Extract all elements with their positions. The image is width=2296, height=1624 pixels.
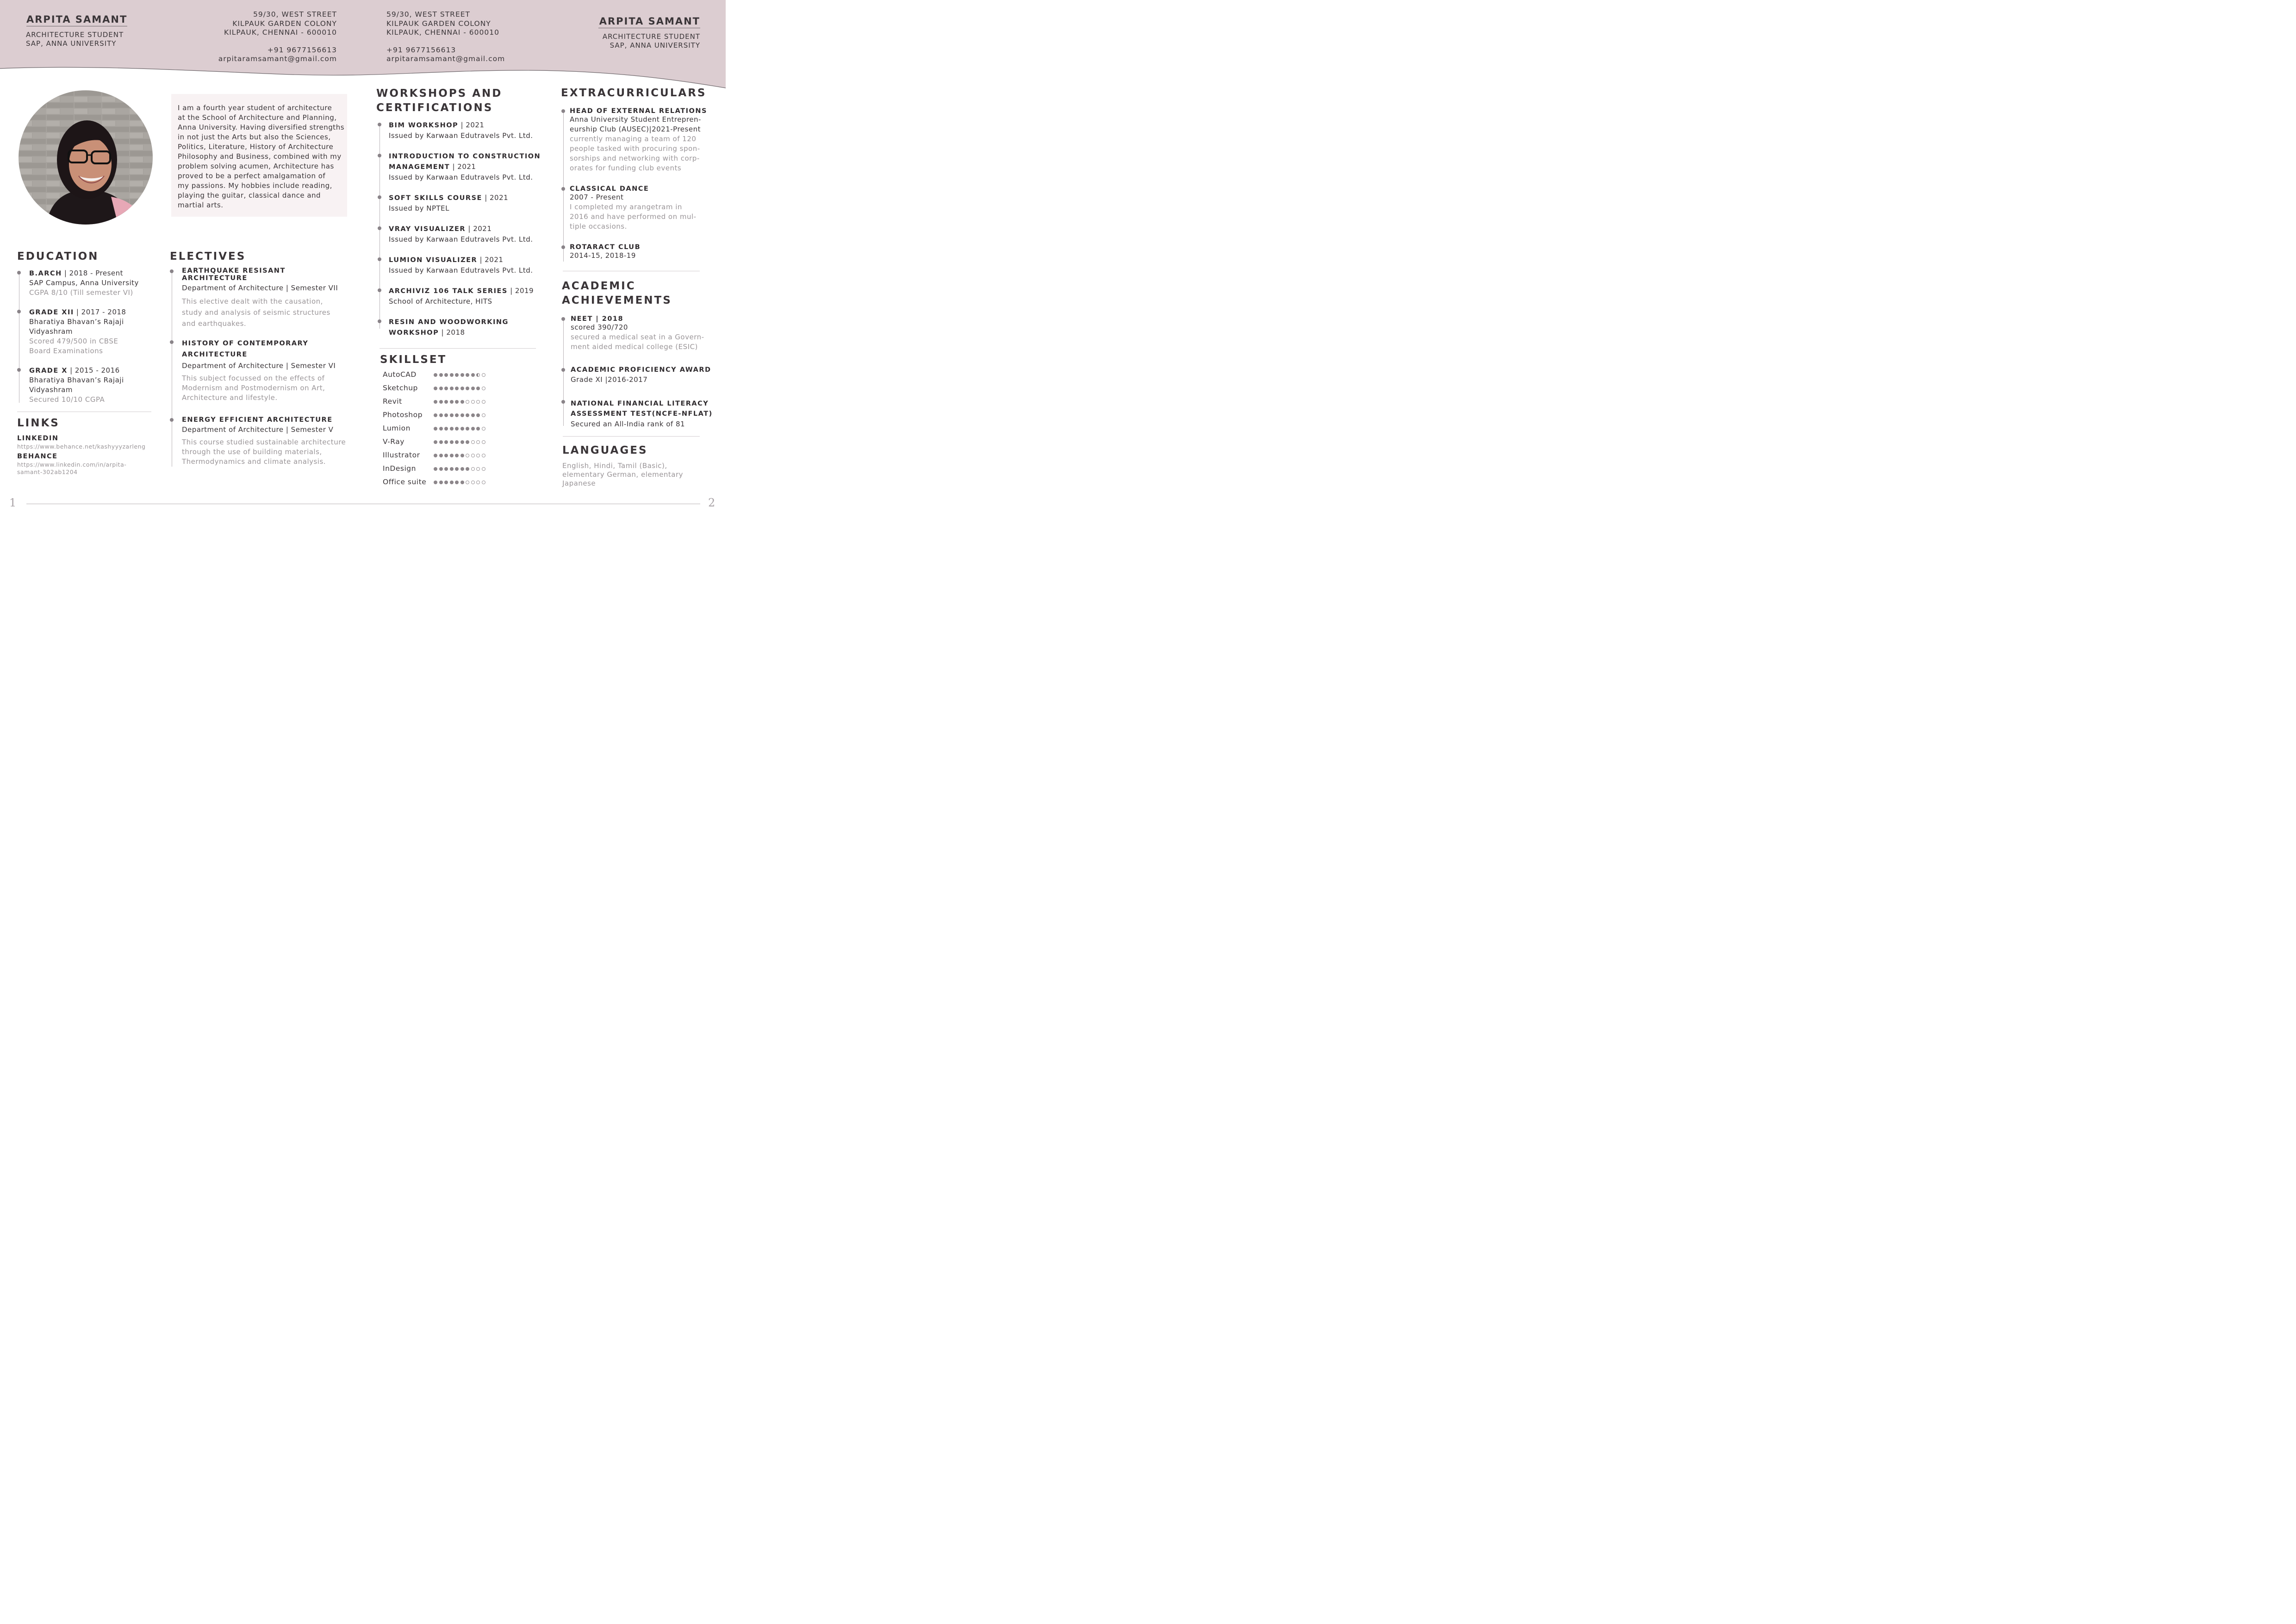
achievement-title: NATIONAL FINANCIAL LITERACY [571, 400, 709, 407]
about-line: Philosophy and Business, combined with my [178, 152, 342, 161]
languages-line: Japanese [562, 479, 596, 487]
skill-dot [460, 481, 464, 484]
skill-dot [482, 454, 485, 457]
skill-dot [455, 427, 459, 431]
header-school-left: SAP, ANNA UNIVERSITY [26, 39, 117, 48]
workshop-year: | 2021 [450, 162, 476, 171]
workshop-title: MANAGEMENT [389, 163, 450, 171]
timeline-dot [17, 271, 21, 275]
achievement-item [571, 399, 719, 429]
skill-dot [460, 387, 464, 390]
timeline-dot [170, 340, 174, 344]
skill-dot [466, 481, 469, 484]
skill-dot [455, 373, 459, 377]
skill-name: Photoshop [383, 411, 423, 419]
address-line-2: KILPAUK GARDEN COLONY [232, 19, 337, 28]
education-school: Bharatiya Bhavan’s Rajaji [29, 376, 124, 384]
workshop-title: WORKSHOP [389, 329, 439, 337]
about-line: playing the guitar, classical dance and [178, 191, 321, 200]
skill-name: Sketchup [383, 384, 418, 392]
skill-dot [460, 440, 464, 444]
extracurricular-note: orates for funding club events [570, 164, 682, 172]
about-text [178, 103, 344, 210]
email-right[interactable]: arpitaramsamant@gmail.com [386, 55, 505, 63]
skill-dot [434, 454, 437, 457]
skill-dot [434, 467, 437, 471]
skill-name: V-Ray [383, 437, 404, 446]
workshop-item [389, 193, 546, 213]
skill-dot [444, 387, 448, 390]
skill-dot [482, 467, 485, 471]
elective-desc: This elective dealt with the causation, [182, 297, 323, 306]
extracurricular-note: sorships and networking with corp- [570, 154, 700, 162]
skill-dot [471, 440, 475, 444]
education-degree: GRADE XII [29, 309, 74, 316]
timeline-dot [378, 257, 381, 261]
timeline-dot [17, 368, 21, 372]
elective-item [182, 338, 353, 403]
skill-dot [482, 440, 485, 444]
skill-dot [482, 400, 485, 404]
education-degree: GRADE X [29, 367, 68, 375]
timeline-dot [561, 368, 565, 372]
workshop-issuer: Issued by Karwaan Edutravels Pvt. Ltd. [389, 131, 533, 140]
skill-dot [450, 413, 454, 417]
skill-dot [439, 481, 443, 484]
linkedin-label: LINKEDIN [17, 435, 59, 442]
skill-dot [476, 440, 480, 444]
linkedin-link[interactable]: https://www.behance.net/kashyyyzarleng [17, 443, 146, 450]
timeline-dot [378, 154, 381, 157]
skill-row [383, 411, 503, 421]
skill-dot [471, 400, 475, 404]
skill-dot [450, 427, 454, 431]
extracurricular-detail: eurship Club (AUSEC)|2021-Present [570, 125, 701, 133]
behance-link[interactable] [17, 461, 126, 476]
skill-dot [482, 387, 485, 390]
skill-dot [444, 400, 448, 404]
skill-dot [439, 467, 443, 471]
workshop-issuer: Issued by Karwaan Edutravels Pvt. Ltd. [389, 266, 533, 275]
elective-dept: Department of Architecture | Semester V [182, 425, 334, 434]
workshop-year: | 2021 [466, 225, 492, 233]
skill-dot [439, 387, 443, 390]
workshop-title: BIM WORKSHOP [389, 122, 459, 129]
skill-dot [444, 440, 448, 444]
skill-dot [450, 440, 454, 444]
education-school: Vidyashram [29, 386, 73, 394]
about-box [171, 94, 347, 217]
skill-dot [476, 481, 480, 484]
education-note: CGPA 8/10 (Till semester VI) [29, 288, 133, 297]
skill-dot [444, 481, 448, 484]
skill-dot [434, 427, 437, 431]
languages-line: elementary German, elementary [562, 470, 684, 479]
skill-row [383, 397, 503, 407]
skill-dot [466, 373, 469, 377]
skill-dot [471, 481, 475, 484]
elective-title: ENERGY EFFICIENT ARCHITECTURE [182, 416, 333, 424]
skill-dot [460, 373, 464, 377]
skill-dot [476, 467, 480, 471]
achievement-item [571, 315, 714, 352]
elective-title: HISTORY OF CONTEMPORARY [182, 340, 309, 347]
skill-dot [455, 400, 459, 404]
divider [380, 348, 536, 349]
workshop-title: SOFT SKILLS COURSE [389, 194, 482, 202]
skill-dot [476, 373, 480, 377]
workshop-title: ARCHIVIZ 106 TALK SERIES [389, 287, 508, 295]
skill-dot [476, 454, 480, 457]
skill-dot [439, 440, 443, 444]
education-years: | 2017 - 2018 [76, 308, 126, 316]
skill-dot [466, 413, 469, 417]
extracurriculars-heading: EXTRACURRICULARS [561, 87, 707, 99]
about-line: martial arts. [178, 201, 224, 209]
skill-dot [439, 373, 443, 377]
achievement-note: ment aided medical college (ESIC) [571, 343, 698, 351]
workshop-title: LUMION VISUALIZER [389, 256, 478, 264]
header-school-right: SAP, ANNA UNIVERSITY [610, 41, 700, 50]
workshop-issuer: School of Architecture, HITS [389, 297, 492, 306]
skill-dot [482, 427, 485, 431]
elective-desc: and earthquakes. [182, 319, 247, 328]
about-line: I am a fourth year student of architecture [178, 104, 332, 112]
workshop-item [389, 255, 546, 275]
languages-heading: LANGUAGES [562, 444, 648, 456]
workshop-item [389, 224, 546, 244]
skill-dot [482, 481, 485, 484]
about-line: at the School of Architecture and Planning, [178, 113, 337, 122]
workshop-year: | 2021 [482, 194, 509, 202]
education-school: SAP Campus, Anna University [29, 279, 139, 287]
extracurricular-detail: Anna University Student Entrepren- [570, 115, 701, 124]
elective-title: EARTHQUAKE RESISANT ARCHITECTURE [182, 267, 286, 282]
skill-dot [466, 454, 469, 457]
skill-dot [450, 373, 454, 377]
languages-list [562, 462, 701, 488]
address-line-1: 59/30, WEST STREET [253, 10, 337, 19]
achievements-heading-line: ACADEMIC [562, 280, 636, 292]
workshop-issuer: Issued by NPTEL [389, 204, 450, 212]
achievement-detail: Secured an All-India rank of 81 [571, 420, 685, 428]
education-item [29, 269, 163, 298]
skill-dot [476, 387, 480, 390]
elective-desc: Modernism and Postmodernism on Art, [182, 384, 325, 392]
workshops-heading-line: WORKSHOPS AND [376, 87, 503, 100]
skill-dot [460, 413, 464, 417]
skill-dot [450, 454, 454, 457]
extracurricular-title: CLASSICAL DANCE [570, 185, 649, 193]
skill-dot [466, 440, 469, 444]
elective-desc: Thermodynamics and climate analysis. [182, 457, 326, 466]
elective-dept: Department of Architecture | Semester VII [182, 284, 338, 292]
skill-dot [482, 413, 485, 417]
header-role-left: ARCHITECTURE STUDENT [26, 31, 124, 39]
elective-dept: Department of Architecture | Semester VI [182, 362, 336, 370]
elective-desc: This subject focussed on the effects of [182, 374, 325, 382]
skill-dot [439, 427, 443, 431]
skill-dot [450, 400, 454, 404]
extracurricular-note: 2016 and have performed on mul- [570, 212, 697, 221]
workshop-year: | 2018 [439, 328, 465, 337]
timeline-dot [17, 310, 21, 313]
skill-dot [439, 400, 443, 404]
education-note: Scored 479/500 in CBSE [29, 337, 118, 345]
workshop-issuer: Issued by Karwaan Edutravels Pvt. Ltd. [389, 235, 533, 244]
address-line-2: KILPAUK GARDEN COLONY [386, 19, 491, 28]
timeline-dot [561, 187, 565, 191]
skill-dot [434, 481, 437, 484]
skill-name: Illustrator [383, 451, 420, 459]
skill-dot [450, 481, 454, 484]
elective-item [182, 267, 353, 329]
skill-row [383, 464, 503, 475]
workshop-year: | 2021 [458, 121, 485, 129]
behance-label: BEHANCE [17, 453, 58, 460]
education-item [29, 307, 163, 356]
about-line: in not just the Arts but also the Sciences, [178, 133, 331, 141]
workshop-issuer: Issued by Karwaan Edutravels Pvt. Ltd. [389, 173, 533, 181]
timeline-dot [378, 226, 381, 230]
extracurricular-note: people tasked with procuring spon- [570, 144, 700, 153]
workshop-year: | 2021 [477, 256, 504, 264]
page-number-right: 2 [708, 496, 716, 509]
skill-dot [466, 467, 469, 471]
workshops-heading [376, 87, 502, 115]
skill-dot [471, 454, 475, 457]
header-name-left: ARPITA SAMANT [26, 14, 128, 25]
timeline-dot [170, 418, 174, 422]
skill-dot [455, 454, 459, 457]
skill-row [383, 451, 503, 461]
timeline-dot [561, 317, 565, 321]
extracurricular-item [570, 244, 709, 261]
extracurricular-detail: 2014-15, 2018-19 [570, 251, 636, 260]
workshop-title: INTRODUCTION TO CONSTRUCTION [389, 153, 541, 160]
skill-row [383, 370, 503, 381]
workshop-year: | 2019 [507, 287, 534, 295]
achievement-title: ACADEMIC PROFICIENCY AWARD [571, 366, 711, 374]
timeline-dot [561, 245, 565, 249]
skill-dot [444, 427, 448, 431]
page-number-left: 1 [9, 496, 17, 509]
electives-heading: ELECTIVES [170, 250, 246, 262]
skill-row [383, 424, 503, 434]
elective-title: ARCHITECTURE [182, 351, 248, 358]
address-left [218, 10, 337, 64]
timeline-dot [561, 400, 565, 404]
about-line: my passions. My hobbies include reading, [178, 181, 332, 190]
timeline-dot [378, 319, 381, 323]
achievement-note: secured a medical seat in a Govern- [571, 333, 704, 341]
address-line-3: KILPAUK, CHENNAI - 600010 [224, 28, 337, 37]
skill-dot [434, 387, 437, 390]
elective-desc: This course studied sustainable architecture [182, 438, 346, 446]
skill-row [383, 478, 503, 488]
divider [563, 436, 700, 437]
skill-dot [455, 467, 459, 471]
skill-dot [455, 413, 459, 417]
skill-dot [455, 481, 459, 484]
skill-dot [466, 427, 469, 431]
skill-dot [460, 427, 464, 431]
timeline-dot [378, 195, 381, 199]
skill-name: InDesign [383, 464, 416, 473]
skill-dot [482, 373, 485, 377]
education-years: | 2015 - 2016 [70, 366, 120, 375]
header-name-right: ARPITA SAMANT [599, 16, 700, 27]
workshop-title: RESIN AND WOODWORKING [389, 319, 509, 326]
about-line: proved to be a perfect amalgamation of [178, 172, 326, 180]
elective-item [182, 416, 353, 467]
workshop-title: VRAY VISUALIZER [389, 225, 466, 233]
address-right [386, 10, 505, 64]
workshop-item [389, 286, 546, 306]
skill-dot [471, 467, 475, 471]
skill-dot [460, 400, 464, 404]
achievement-title: ASSESSMENT TEST(NCFE-NFLAT) [571, 410, 713, 418]
elective-desc: study and analysis of seismic structures [182, 308, 330, 317]
skill-row [383, 437, 503, 448]
skill-row [383, 384, 503, 394]
profile-photo [19, 90, 153, 225]
skill-dot [471, 427, 475, 431]
about-line: Politics, Literature, History of Architecture [178, 143, 334, 151]
achievements-heading [562, 279, 672, 308]
phone-right: +91 9677156613 [386, 45, 456, 54]
skill-dot [444, 413, 448, 417]
about-line: problem solving acumen, Architecture has [178, 162, 334, 170]
education-years: | 2018 - Present [64, 269, 124, 277]
achievement-detail: Grade XI |2016-2017 [571, 375, 648, 384]
skill-dot [471, 387, 475, 390]
education-degree: B.ARCH [29, 270, 62, 277]
skill-dot [444, 454, 448, 457]
timeline-dot [561, 109, 565, 113]
timeline-dot [170, 269, 174, 273]
extracurricular-item [570, 107, 709, 173]
education-heading: EDUCATION [17, 250, 99, 262]
workshops-heading-line: CERTIFICATIONS [376, 102, 493, 114]
skill-dot [455, 440, 459, 444]
extracurricular-note: tiple occasions. [570, 222, 627, 231]
extracurricular-item [570, 185, 709, 231]
skill-dot [434, 373, 437, 377]
skill-dot [476, 427, 480, 431]
skill-dot [471, 373, 475, 377]
skill-dot [460, 454, 464, 457]
extracurricular-note: I completed my arangetram in [570, 203, 682, 211]
skill-dot [434, 413, 437, 417]
skill-dot [460, 467, 464, 471]
achievement-title: NEET | 2018 [571, 315, 624, 323]
behance-link-line[interactable]: https://www.linkedin.com/in/arpita- [17, 461, 127, 468]
skill-dot [476, 400, 480, 404]
extracurricular-note: currently managing a team of 120 [570, 135, 697, 143]
skill-dot [444, 467, 448, 471]
timeline-dot [378, 288, 381, 292]
skill-dot [450, 467, 454, 471]
languages-line: English, Hindi, Tamil (Basic), [562, 462, 667, 470]
elective-desc: Architecture and lifestyle. [182, 394, 278, 402]
extracurricular-title: HEAD OF EXTERNAL RELATIONS [570, 107, 707, 115]
skill-dot [434, 400, 437, 404]
education-item [29, 366, 163, 405]
about-line: Anna University. Having diversified strengths [178, 123, 345, 131]
skill-dot [439, 413, 443, 417]
skill-name: Lumion [383, 424, 411, 432]
skillset-heading: SKILLSET [380, 354, 447, 366]
skill-dot [439, 454, 443, 457]
skill-dot [455, 387, 459, 390]
skill-name: Office suite [383, 478, 427, 486]
address-line-3: KILPAUK, CHENNAI - 600010 [386, 28, 499, 37]
skill-dot [434, 440, 437, 444]
links-heading: LINKS [17, 417, 60, 429]
extracurriculars-timeline [563, 111, 564, 262]
achievements-heading-line: ACHIEVEMENTS [562, 294, 672, 306]
extracurricular-detail: 2007 - Present [570, 193, 624, 201]
timeline-dot [378, 123, 381, 126]
education-note: Secured 10/10 CGPA [29, 395, 105, 404]
achievements-timeline [563, 319, 564, 426]
workshop-item [389, 120, 546, 141]
education-school: Vidyashram [29, 327, 73, 336]
skill-name: AutoCAD [383, 370, 417, 379]
skill-name: Revit [383, 397, 402, 406]
skill-dot [466, 387, 469, 390]
skill-dot [476, 413, 480, 417]
email-left[interactable]: arpitaramsamant@gmail.com [218, 55, 337, 63]
workshop-item [389, 151, 546, 182]
extracurricular-title: ROTARACT CLUB [570, 244, 641, 251]
education-note: Board Examinations [29, 347, 103, 355]
elective-desc: through the use of building materials, [182, 448, 322, 456]
achievement-detail: scored 390/720 [571, 323, 628, 331]
address-line-1: 59/30, WEST STREET [386, 10, 471, 19]
skill-dot [450, 387, 454, 390]
achievement-item [571, 366, 714, 385]
behance-link-line[interactable]: samant-302ab1204 [17, 468, 78, 475]
skill-dot [466, 400, 469, 404]
education-school: Bharatiya Bhavan’s Rajaji [29, 318, 124, 326]
skill-dot [444, 373, 448, 377]
skill-dot [471, 413, 475, 417]
phone-left: +91 9677156613 [267, 45, 337, 54]
header-role-right: ARCHITECTURE STUDENT [602, 32, 700, 41]
workshop-item [389, 317, 546, 338]
